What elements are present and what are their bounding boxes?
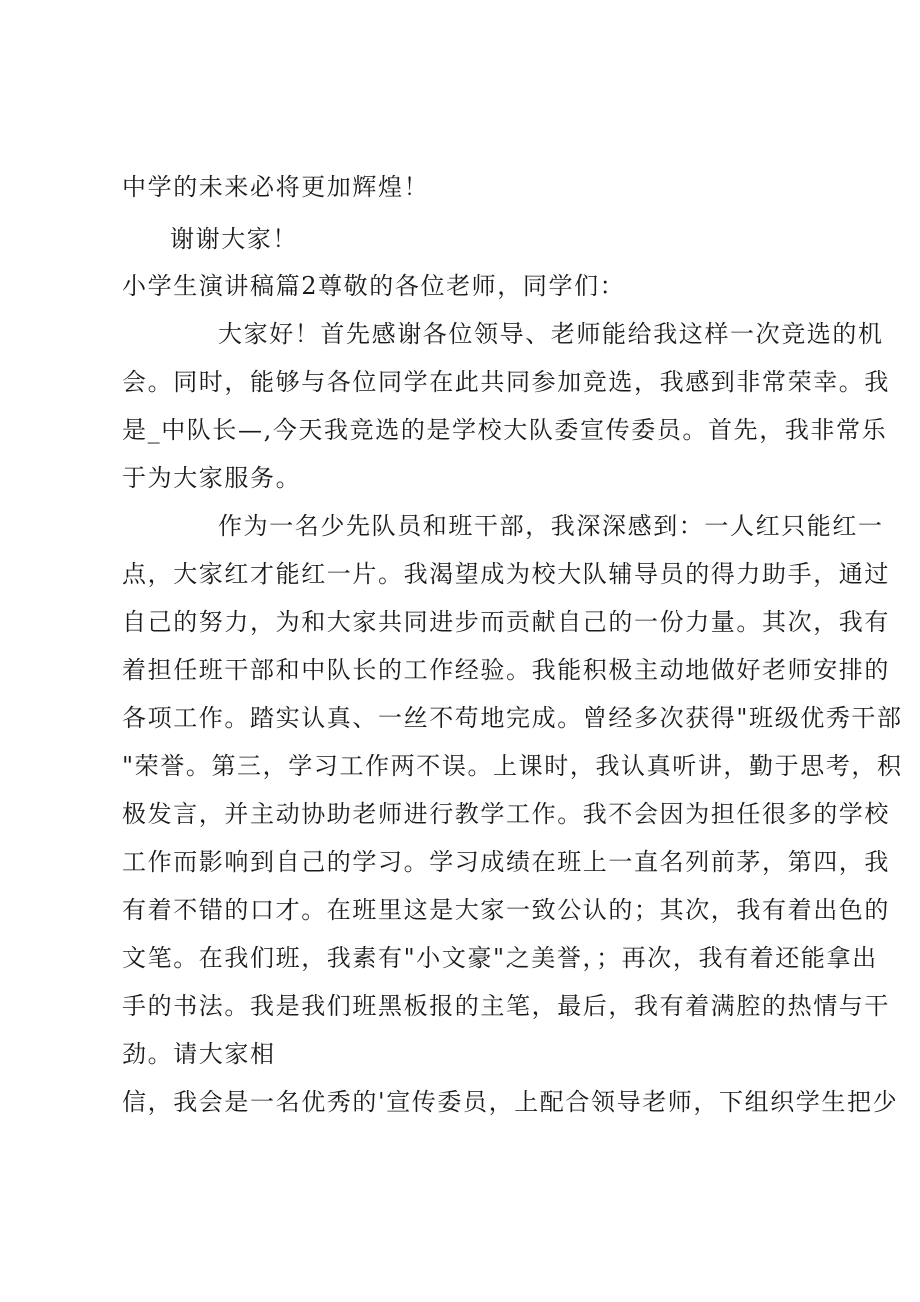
text-line-10: 自己的努力，为和大家共同进步而贡献自己的一份力量。其次，我有: [122, 608, 890, 636]
text-line-16: 有着不错的口才。在班里这是大家一致公认的；其次，我有着出色的: [122, 896, 890, 924]
text-line-8: 作为一名少先队员和班干部，我深深感到：一人红只能红一: [218, 512, 884, 540]
text-line-17: 文笔。在我们班，我素有"小文豪"之美誉，；再次，我有着还能拿出: [122, 944, 878, 972]
text-line-6: 是_中队长—,今天我竞选的是学校大队委宣传委员。首先，我非常乐: [122, 416, 888, 444]
text-line-1: 中学的未来必将更加辉煌！: [122, 173, 430, 201]
text-line-15: 工作而影响到自己的学习。学习成绩在班上一直名列前茅，第四，我: [122, 848, 890, 876]
text-line-11: 着担任班干部和中队长的工作经验。我能积极主动地做好老师安排的: [122, 656, 890, 684]
text-line-9: 点，大家红才能红一片。我渴望成为校大队辅导员的得力助手，通过: [122, 560, 890, 588]
text-line-7: 于为大家服务。: [122, 464, 302, 492]
text-line-12: 各项工作。踏实认真、一丝不苟地完成。曾经多次获得"班级优秀干部: [122, 704, 903, 732]
text-line-18: 手的书法。我是我们班黑板报的主笔，最后，我有着满腔的热情与干: [122, 992, 890, 1020]
text-line-2: 谢谢大家！: [170, 225, 298, 253]
section-heading: 小学生演讲稿篇2尊敬的各位老师，同学们：: [122, 272, 626, 300]
text-line-13: "荣誉。第三，学习工作两不误。上课时，我认真听讲，勤于思考，积: [122, 752, 903, 780]
text-line-4: 大家好！首先感谢各位领导、老师能给我这样一次竞选的机: [218, 320, 884, 348]
text-line-5: 会。同时，能够与各位同学在此共同参加竞选，我感到非常荣幸。我: [122, 368, 890, 396]
text-line-20: 信，我会是一名优秀的'宣传委员，上配合领导老师，下组织学生把少: [122, 1088, 899, 1116]
text-line-19: 劲。请大家相: [122, 1040, 276, 1068]
text-line-14: 极发言，并主动协助老师进行教学工作。我不会因为担任很多的学校: [122, 800, 890, 828]
